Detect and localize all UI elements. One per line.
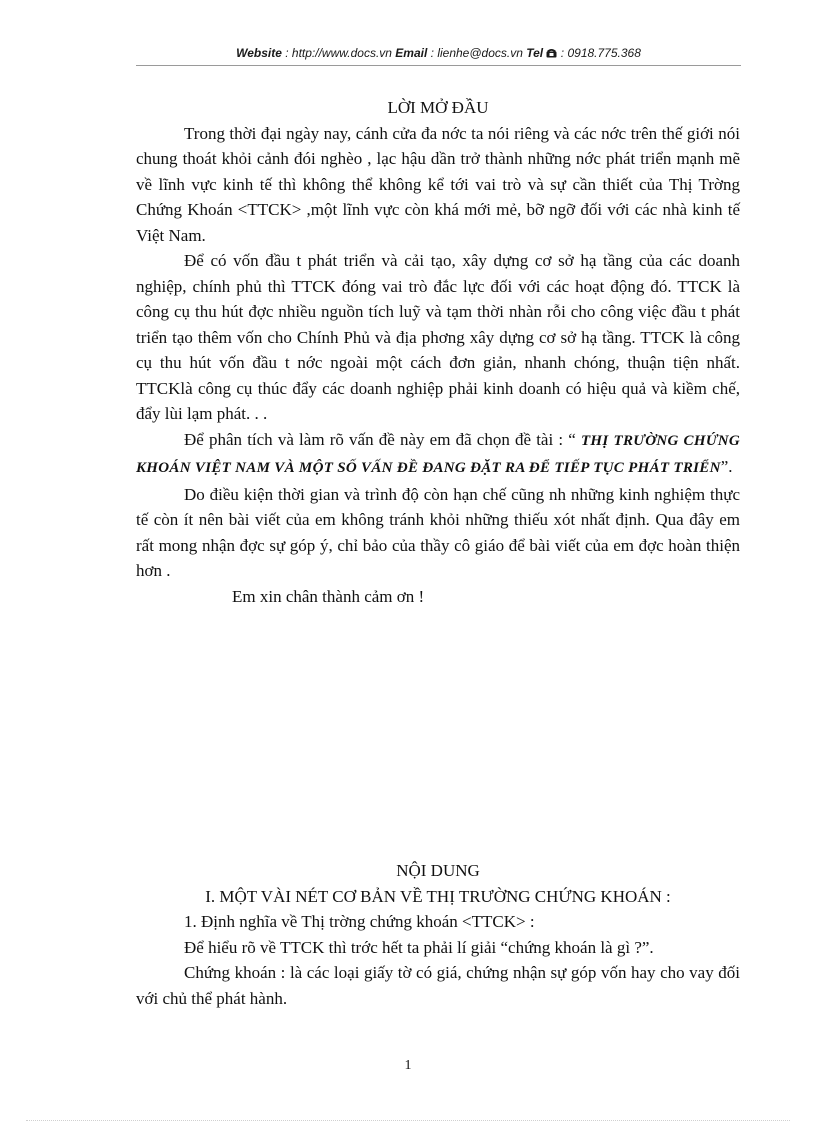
topic-title: THỊ TRƯỜNG CHỨNG KHOÁN VIỆT NAM VÀ MỘT SỐ VẤN ĐỀ ĐANG ĐẶT RA ĐỂ TIẾP TỤC PHÁT TRIỂN — [136, 432, 741, 476]
content-paragraph-2: Chứng khoán : là các loại giấy tờ có giá, chứng nhận sự góp vốn hay cho vay đối với chủ thể phát hành. — [136, 963, 740, 1008]
tel-value: : 0918.775.368 — [557, 46, 641, 60]
topic-suffix: ”. — [720, 457, 733, 476]
intro-paragraph-1: Trong thời đại ngày nay, cánh cửa đa nớc ta nói riêng và các nớc trên thế giới nói chung thoát khỏi cảnh đói nghèo , lạc hậu dần trở thành những nớc phát triển mạnh mẽ về lĩnh vực kinh tế thì không thể không kể tới vai trò và sự cần thiết của Thị Trờng Chứng Khoán <TTCK> ,một lĩnh vực còn khá mới mẻ, bỡ ngỡ đối với các nhà kinh tế Việt Nam. — [136, 123, 740, 245]
header-divider — [136, 65, 741, 66]
content-paragraph-1: Để hiểu rõ về TTCK thì trớc hết ta phải lí giải “chứng khoán là gì ?”. — [184, 937, 654, 957]
content-title: NỘI DUNG — [396, 861, 480, 880]
intro-section — [136, 95, 740, 609]
intro-paragraph-4: Do điều kiện thời gian và trình độ còn hạn chế cũng nh những kinh nghiệm thực tế còn ít nên bài viết của em không tránh khỏi những thiếu xót nhất định. Qua đây em rất mong nhận đợc sự góp ý, chỉ bảo của thầy cô giáo để bài viết của em đợc hoàn thiện hơn . — [136, 484, 740, 580]
email-value: : lienhe@docs.vn — [427, 46, 527, 60]
tel-label: Tel — [526, 46, 544, 60]
section-heading: I. MỘT VÀI NÉT CƠ BẢN VỀ THỊ TRƯỜNG CHỨNG KHOÁN : — [205, 886, 671, 906]
page-number: 1 — [404, 1058, 412, 1073]
page-bottom-divider — [26, 1120, 790, 1121]
intro-title: LỜI MỞ ĐẦU — [387, 98, 489, 117]
page-header — [136, 46, 741, 60]
content-section — [136, 858, 740, 1011]
topic-prefix: Để phân tích và làm rõ vấn đề này em đã chọn đề tài : “ — [184, 429, 581, 449]
website-value: : http://www.docs.vn — [281, 46, 396, 60]
subsection-heading: 1. Định nghĩa về Thị trờng chứng khoán <TTCK> : — [184, 912, 535, 931]
intro-paragraph-2: Để có vốn đầu t phát triển và cải tạo, xây dựng cơ sở hạ tầng của các doanh nghiệp, chính phủ thì TTCK đóng vai trò đắc lực đối với các hoạt động đó. TTCK là công cụ thu hút đợc nhiều nguồn tích luỹ và tạm thời nhàn rỗi cho công việc đầu t phát triển tạo thêm vốn cho Chính Phủ và địa phơng xây dựng cơ sở hạ tầng. TTCK là công cụ thu hút vốn đầu t nớc ngoài một cách đơn giản, nhanh chóng, thuận tiện nhất. TTCKlà công cụ thúc đẩy các doanh nghiệp phải kinh doanh có hiệu quả và kiềm chế, đẩy lùi lạm phát. . . — [136, 251, 740, 423]
email-label: Email — [395, 46, 428, 60]
intro-paragraph-3 — [136, 427, 740, 482]
phone-icon — [546, 46, 557, 60]
website-label: Website — [236, 46, 282, 60]
thanks-line: Em xin chân thành cảm ơn ! — [232, 586, 425, 606]
